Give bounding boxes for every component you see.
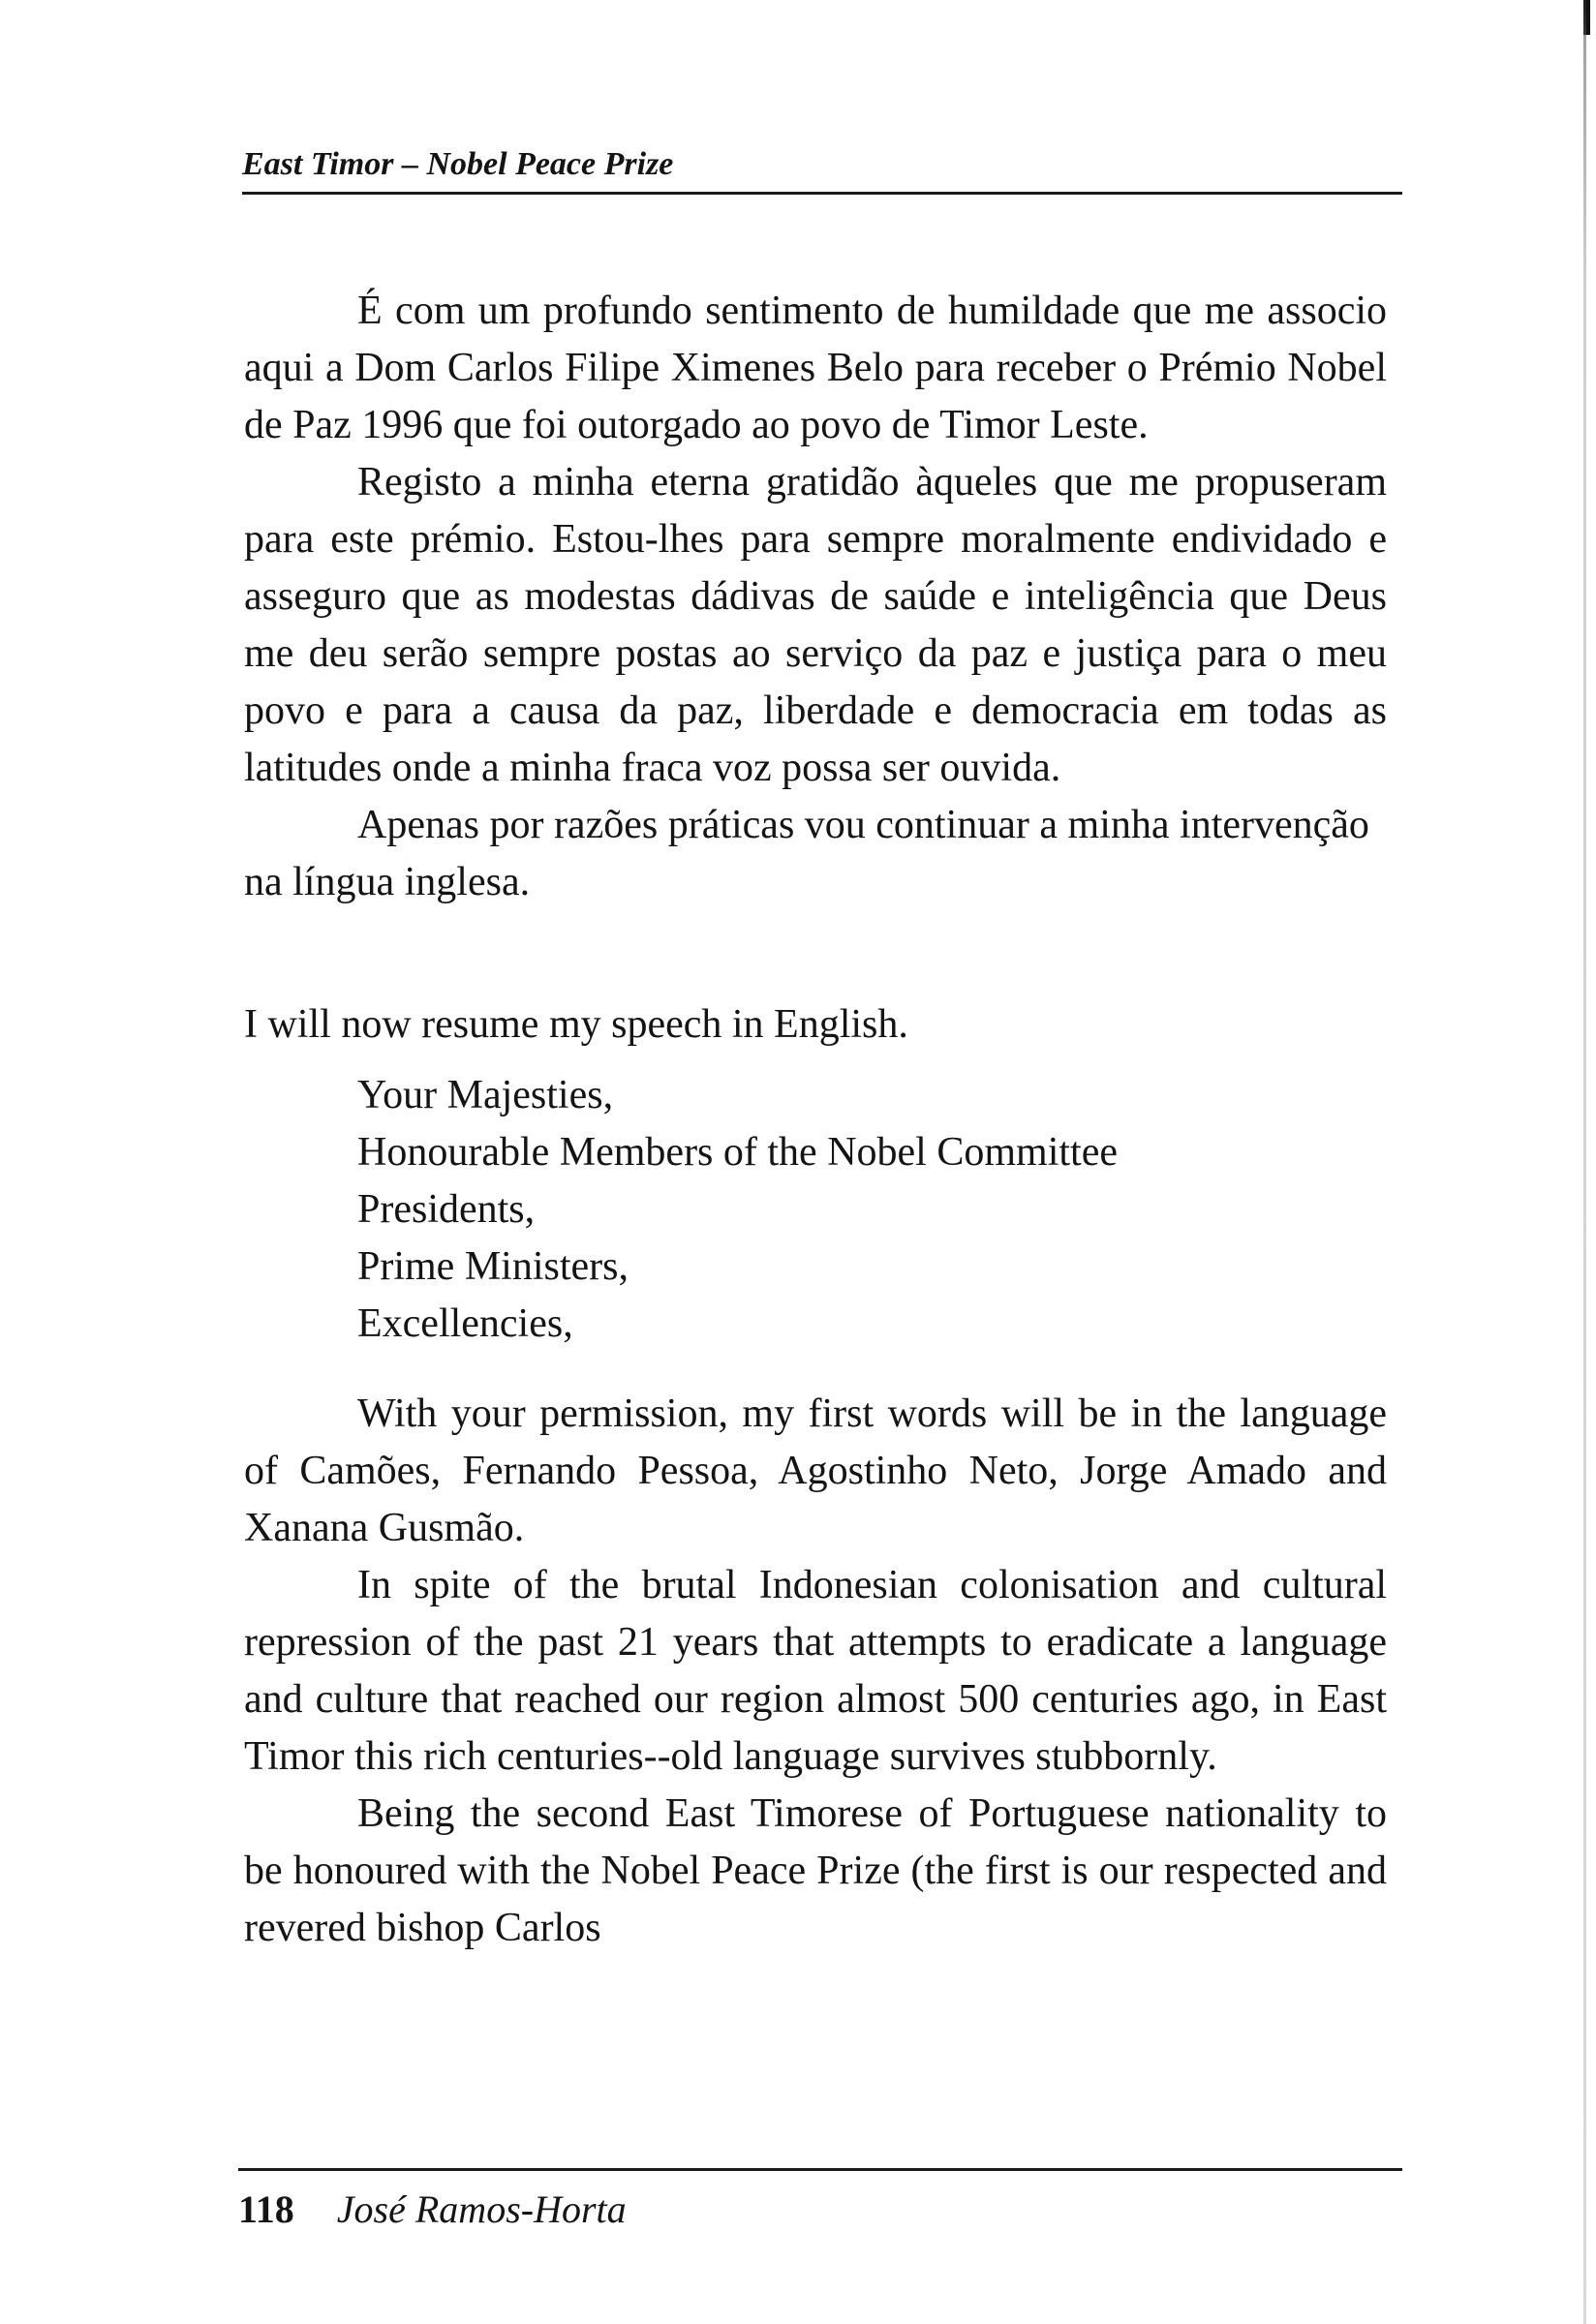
section-gap <box>244 911 1387 996</box>
salutation-prime-ministers: Prime Ministers, <box>357 1244 629 1289</box>
page-edge-shadow <box>1583 0 1586 2324</box>
portuguese-paragraph-3: Apenas por razões práticas vou continuar a minha intervenção na língua inglesa. <box>244 803 1369 904</box>
resume-line: I will now resume my speech in English. <box>244 1002 908 1047</box>
portuguese-paragraph-2: Registo a minha eterna gratidão àqueles que me propuseram para este prémio. Estou-lhes para sempre moralmente endividado e asseguro que as modestas dádivas de saúde e inteligência que Deus me deu serão sempre postas ao serviço da paz e justiça para o meu povo e para a causa da paz, liberdade e democracia em todas as latitudes onde a minha fraca voz possa ser ouvida. <box>244 460 1387 790</box>
page-number: 118 <box>238 2187 294 2231</box>
running-title: East Timor – Nobel Peace Prize <box>242 146 674 182</box>
salutation-list <box>357 1067 1387 1353</box>
english-paragraph-3: Being the second East Timorese of Portuguese nationality to be honoured with the Nobel Peace Prize (the first is our respected and revered bishop Carlos <box>244 1791 1387 1950</box>
portuguese-paragraph-1: É com um profundo sentimento de humildade que me associo aqui a Dom Carlos Filipe Ximenes Belo para receber o Prémio Nobel de Paz 1996 que foi outorgado ao povo de Timor Leste. <box>244 289 1387 447</box>
salutation-excellencies: Excellencies, <box>357 1301 573 1346</box>
page-footer <box>238 2168 1402 2233</box>
salutation-committee: Honourable Members of the Nobel Committee <box>357 1130 1118 1175</box>
page-body <box>244 283 1387 1957</box>
salutation-presidents: Presidents, <box>357 1187 536 1232</box>
english-paragraph-2: In spite of the brutal Indonesian colonisation and cultural repression of the past 21 years that attempts to eradicate a language and culture that reached our region almost 500 centuries ago, in East Timor this rich centuries--old language survives stubbornly. <box>244 1563 1387 1779</box>
running-header <box>242 143 1402 195</box>
author-name: José Ramos-Horta <box>336 2187 627 2231</box>
salutation-majesties: Your Majesties, <box>357 1073 614 1117</box>
english-paragraph-1: With your permission, my first words will be in the language of Camões, Fernando Pessoa, Agostinho Neto, Jorge Amado and Xanana Gusmão. <box>244 1391 1387 1550</box>
section-gap <box>244 1353 1387 1386</box>
